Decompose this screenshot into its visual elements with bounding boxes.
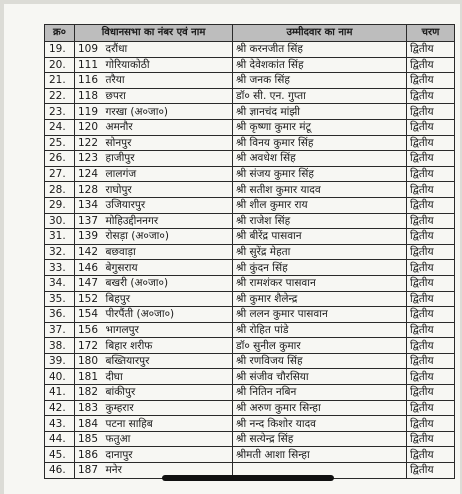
row-serial: 31. <box>45 229 75 245</box>
row-phase: द्वितीय <box>407 291 455 307</box>
row-constituency-number: 142 <box>75 244 103 260</box>
row-serial: 30. <box>45 213 75 229</box>
row-constituency-number: 111 <box>75 57 103 73</box>
row-serial: 45. <box>45 447 75 463</box>
row-candidate-name: श्री करनजीत सिंह <box>233 42 407 58</box>
table-row <box>45 338 455 354</box>
row-phase: द्वितीय <box>407 57 455 73</box>
row-candidate-name: श्री ज्ञानचंद मांझी <box>233 104 407 120</box>
row-constituency-number: 185 <box>75 431 103 447</box>
row-constituency-number: 146 <box>75 260 103 276</box>
table-row <box>45 275 455 291</box>
row-serial: 34. <box>45 275 75 291</box>
row-constituency-number: 187 <box>75 463 103 479</box>
row-serial: 41. <box>45 385 75 401</box>
table-row <box>45 166 455 182</box>
row-candidate-name: डॉ० सुनील कुमार <box>233 338 407 354</box>
row-constituency-number: 109 <box>75 42 103 58</box>
row-candidate-name: श्री कुंदन सिंह <box>233 260 407 276</box>
row-candidate-name: श्री संजीव चौरसिया <box>233 369 407 385</box>
row-phase: द्वितीय <box>407 275 455 291</box>
row-candidate-name: श्री ललन कुमार पासवान <box>233 307 407 323</box>
row-candidate-name: श्री संजय कुमार सिंह <box>233 166 407 182</box>
row-constituency-number: 186 <box>75 447 103 463</box>
table-row <box>45 385 455 401</box>
row-serial: 32. <box>45 244 75 260</box>
table-row <box>45 151 455 167</box>
row-constituency-name: बखरी (अ०जा०) <box>103 275 233 291</box>
row-constituency-name: कुम्हरार <box>103 400 233 416</box>
row-serial: 37. <box>45 322 75 338</box>
row-constituency-name: बिहार शरीफ <box>103 338 233 354</box>
row-phase: द्वितीय <box>407 353 455 369</box>
row-phase: द्वितीय <box>407 338 455 354</box>
row-candidate-name: श्री नन्द किशोर यादव <box>233 416 407 432</box>
row-constituency-name: अमनौर <box>103 119 233 135</box>
row-candidate-name: श्री शील कुमार राय <box>233 197 407 213</box>
row-constituency-name: दरौंधा <box>103 42 233 58</box>
table-row <box>45 431 455 447</box>
row-candidate-name: डॉ० सी. एन. गुप्ता <box>233 88 407 104</box>
row-constituency-name: दीघा <box>103 369 233 385</box>
row-phase: द्वितीय <box>407 229 455 245</box>
row-phase: द्वितीय <box>407 369 455 385</box>
row-constituency-name: बांकीपुर <box>103 385 233 401</box>
row-constituency-number: 184 <box>75 416 103 432</box>
row-candidate-name: श्रीमती आशा सिन्हा <box>233 447 407 463</box>
row-constituency-number: 137 <box>75 213 103 229</box>
table-row <box>45 135 455 151</box>
row-constituency-name: फतुआ <box>103 431 233 447</box>
row-candidate-name: श्री रामशंकर पासवान <box>233 275 407 291</box>
table-row <box>45 119 455 135</box>
row-serial: 24. <box>45 119 75 135</box>
row-constituency-name: बख्तियारपुर <box>103 353 233 369</box>
row-serial: 44. <box>45 431 75 447</box>
row-candidate-name: श्री विनय कुमार सिंह <box>233 135 407 151</box>
table-row <box>45 416 455 432</box>
row-serial: 46. <box>45 463 75 479</box>
row-serial: 33. <box>45 260 75 276</box>
row-constituency-name: हाजीपुर <box>103 151 233 167</box>
table-row <box>45 322 455 338</box>
row-phase: द्वितीय <box>407 213 455 229</box>
table-header-row <box>45 25 455 42</box>
table-row <box>45 42 455 58</box>
row-phase: द्वितीय <box>407 119 455 135</box>
row-phase: द्वितीय <box>407 416 455 432</box>
row-constituency-name: बछवाड़ा <box>103 244 233 260</box>
row-phase: द्वितीय <box>407 197 455 213</box>
row-constituency-number: 147 <box>75 275 103 291</box>
row-candidate-name: श्री कृष्णा कुमार मंटू <box>233 119 407 135</box>
row-phase: द्वितीय <box>407 73 455 89</box>
row-candidate-name: श्री बीरेंद्र पासवान <box>233 229 407 245</box>
row-constituency-name: लालगंज <box>103 166 233 182</box>
row-phase: द्वितीय <box>407 400 455 416</box>
row-serial: 26. <box>45 151 75 167</box>
table-row <box>45 57 455 73</box>
row-serial: 19. <box>45 42 75 58</box>
row-serial: 36. <box>45 307 75 323</box>
row-phase: द्वितीय <box>407 260 455 276</box>
row-constituency-number: 122 <box>75 135 103 151</box>
document-page <box>4 4 460 494</box>
row-phase: द्वितीय <box>407 385 455 401</box>
table-row <box>45 213 455 229</box>
header-serial: क्र० <box>45 25 75 42</box>
row-phase: द्वितीय <box>407 151 455 167</box>
row-serial: 40. <box>45 369 75 385</box>
header-candidate: उम्मीदवार का नाम <box>233 25 407 42</box>
table-row <box>45 197 455 213</box>
row-constituency-name: छपरा <box>103 88 233 104</box>
row-phase: द्वितीय <box>407 447 455 463</box>
row-constituency-number: 154 <box>75 307 103 323</box>
table-row <box>45 104 455 120</box>
row-serial: 21. <box>45 73 75 89</box>
row-constituency-number: 118 <box>75 88 103 104</box>
row-constituency-name: पीरपैंती (अ०जा०) <box>103 307 233 323</box>
row-constituency-number: 139 <box>75 229 103 245</box>
header-constituency: विधानसभा का नंबर एवं नाम <box>75 25 233 42</box>
row-serial: 23. <box>45 104 75 120</box>
row-serial: 39. <box>45 353 75 369</box>
row-serial: 22. <box>45 88 75 104</box>
row-phase: द्वितीय <box>407 431 455 447</box>
header-phase: चरण <box>407 25 455 42</box>
row-constituency-name: उजियारपुर <box>103 197 233 213</box>
table-row <box>45 400 455 416</box>
row-constituency-name: रोसड़ा (अ०जा०) <box>103 229 233 245</box>
row-candidate-name: श्री कुमार शैलेन्द्र <box>233 291 407 307</box>
row-phase: द्वितीय <box>407 135 455 151</box>
row-candidate-name: श्री रोहित पांडे <box>233 322 407 338</box>
table-row <box>45 307 455 323</box>
row-candidate-name: श्री देवेशकांत सिंह <box>233 57 407 73</box>
row-constituency-number: 180 <box>75 353 103 369</box>
row-constituency-number: 120 <box>75 119 103 135</box>
row-candidate-name: श्री अरुण कुमार सिन्हा <box>233 400 407 416</box>
row-constituency-name: भागलपुर <box>103 322 233 338</box>
table-row <box>45 353 455 369</box>
table-row <box>45 260 455 276</box>
row-constituency-number: 123 <box>75 151 103 167</box>
row-constituency-name: तरैया <box>103 73 233 89</box>
table-row <box>45 369 455 385</box>
row-candidate-name: श्री रणविजय सिंह <box>233 353 407 369</box>
row-candidate-name: श्री सतीश कुमार यादव <box>233 182 407 198</box>
row-constituency-name: राघोपुर <box>103 182 233 198</box>
row-constituency-number: 124 <box>75 166 103 182</box>
candidate-table <box>44 24 455 479</box>
row-constituency-number: 152 <box>75 291 103 307</box>
row-phase: द्वितीय <box>407 104 455 120</box>
row-serial: 25. <box>45 135 75 151</box>
row-candidate-name: श्री राजेश सिंह <box>233 213 407 229</box>
row-phase: द्वितीय <box>407 42 455 58</box>
row-constituency-number: 134 <box>75 197 103 213</box>
home-indicator-bar[interactable] <box>162 475 334 481</box>
row-phase: द्वितीय <box>407 322 455 338</box>
row-serial: 35. <box>45 291 75 307</box>
row-serial: 29. <box>45 197 75 213</box>
table-row <box>45 229 455 245</box>
row-phase: द्वितीय <box>407 463 455 479</box>
row-constituency-number: 119 <box>75 104 103 120</box>
row-constituency-name: मोहिउद्दीननगर <box>103 213 233 229</box>
row-candidate-name: श्री सत्येन्द्र सिंह <box>233 431 407 447</box>
row-serial: 28. <box>45 182 75 198</box>
row-constituency-number: 183 <box>75 400 103 416</box>
row-constituency-name: बेगुसराय <box>103 260 233 276</box>
row-constituency-number: 116 <box>75 73 103 89</box>
row-candidate-name: श्री नितिन नबिन <box>233 385 407 401</box>
row-phase: द्वितीय <box>407 166 455 182</box>
row-constituency-name: गोरियाकोठी <box>103 57 233 73</box>
row-constituency-name: मनेर <box>103 463 233 479</box>
row-serial: 38. <box>45 338 75 354</box>
row-phase: द्वितीय <box>407 307 455 323</box>
table-row <box>45 447 455 463</box>
row-constituency-name: दानापुर <box>103 447 233 463</box>
row-serial: 27. <box>45 166 75 182</box>
table-row <box>45 88 455 104</box>
row-serial: 42. <box>45 400 75 416</box>
row-candidate-name: श्री सुरेंद्र मेहता <box>233 244 407 260</box>
row-candidate-name: श्री अवधेश सिंह <box>233 151 407 167</box>
row-constituency-name: बिहपुर <box>103 291 233 307</box>
row-serial: 43. <box>45 416 75 432</box>
table-row <box>45 73 455 89</box>
row-constituency-number: 172 <box>75 338 103 354</box>
row-constituency-number: 181 <box>75 369 103 385</box>
row-constituency-name: गरखा (अ०जा०) <box>103 104 233 120</box>
row-phase: द्वितीय <box>407 244 455 260</box>
row-candidate-name: श्री जनक सिंह <box>233 73 407 89</box>
row-constituency-number: 182 <box>75 385 103 401</box>
table-row <box>45 182 455 198</box>
row-constituency-name: पटना साहिब <box>103 416 233 432</box>
row-constituency-number: 128 <box>75 182 103 198</box>
table-row <box>45 244 455 260</box>
row-phase: द्वितीय <box>407 88 455 104</box>
table-row <box>45 291 455 307</box>
row-constituency-number: 156 <box>75 322 103 338</box>
row-serial: 20. <box>45 57 75 73</box>
row-constituency-name: सोनपुर <box>103 135 233 151</box>
row-phase: द्वितीय <box>407 182 455 198</box>
